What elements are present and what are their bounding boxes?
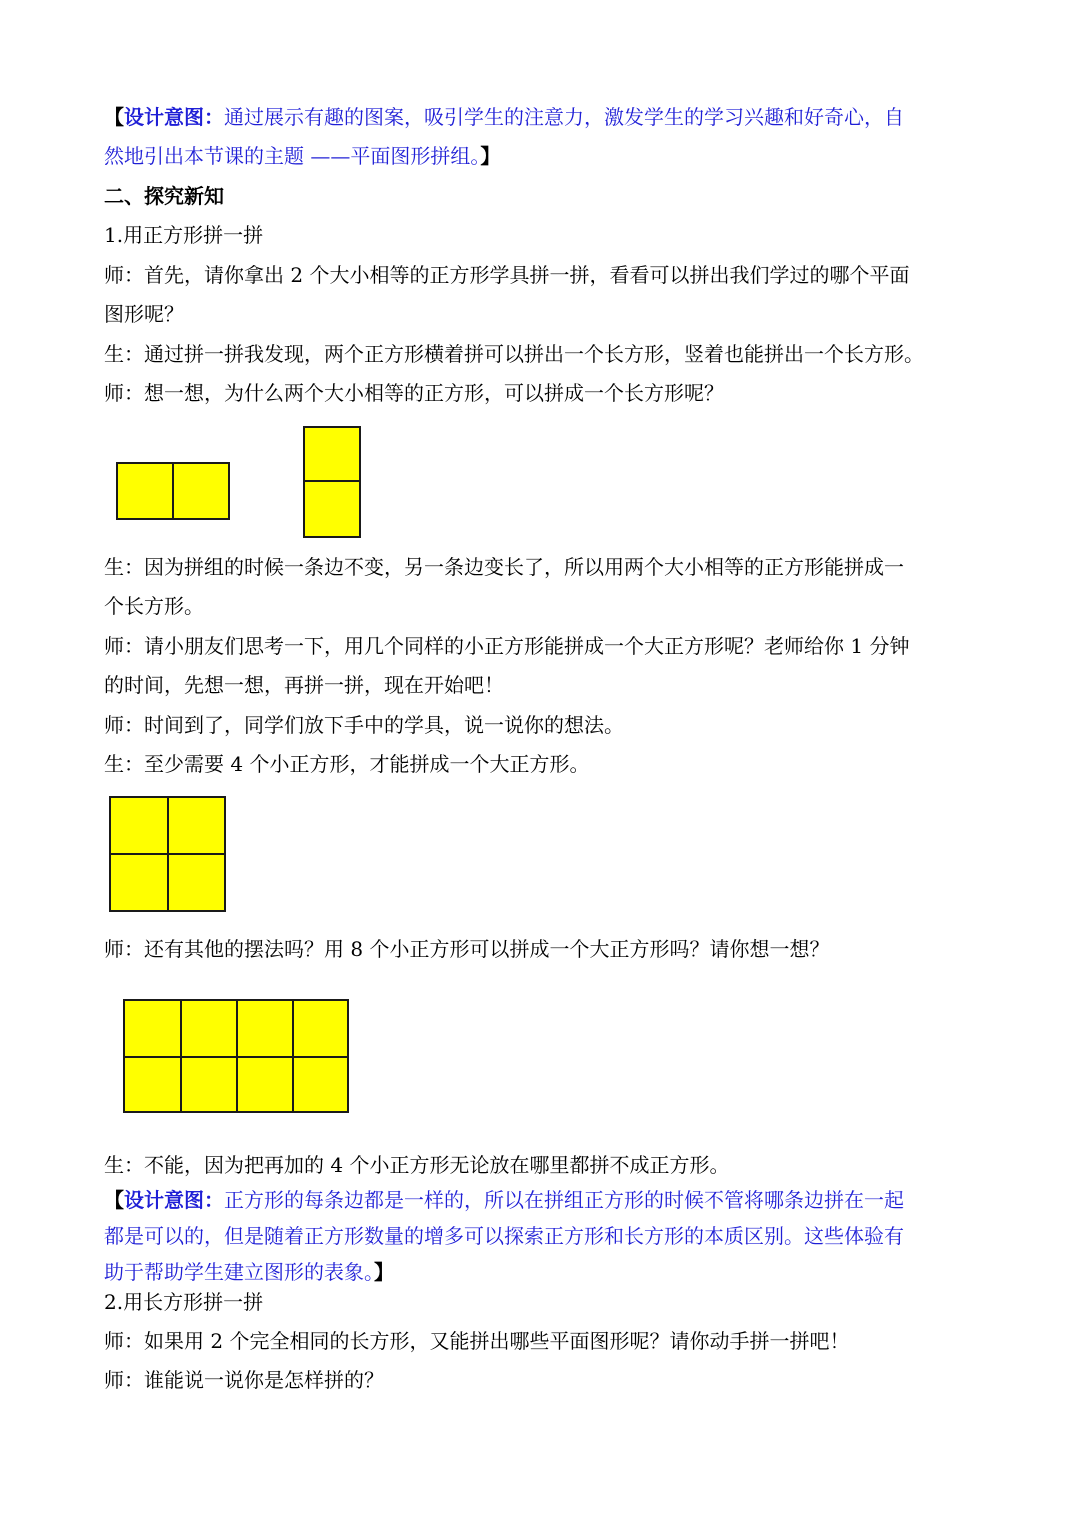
square <box>180 999 238 1058</box>
design-note-text: 都是可以的，但是随着正方形数量的增多可以探索正方形和长方形的本质区别。这些体验有 <box>104 1224 904 1248</box>
paragraph: 个长方形。 <box>104 594 204 618</box>
figure-eight-squares-grid <box>123 999 349 1113</box>
bracket-close: 】 <box>374 1260 394 1284</box>
square <box>167 853 226 912</box>
bracket-open: 【 <box>104 105 124 129</box>
square <box>123 999 182 1058</box>
paragraph: 生：因为拼组的时候一条边不变，另一条边变长了，所以用两个大小相等的正方形能拼成一 <box>104 555 904 579</box>
design-note-label: 设计意图： <box>124 1188 224 1212</box>
figure-two-squares-vertical <box>303 426 361 538</box>
square <box>172 462 230 520</box>
square <box>109 796 169 855</box>
paragraph: 生：不能，因为把再加的 4 个小正方形无论放在哪里都拼不成正方形。 <box>104 1153 730 1177</box>
paragraph: 图形呢？ <box>104 302 184 326</box>
square <box>292 999 349 1058</box>
square <box>236 1056 294 1113</box>
design-note-1-line-1 <box>104 99 984 135</box>
design-note-2-line-2 <box>104 1218 984 1254</box>
paragraph: 师：想一想，为什么两个大小相等的正方形，可以拼成一个长方形呢？ <box>104 381 724 405</box>
bracket-open: 【 <box>104 1188 124 1212</box>
square <box>303 480 361 538</box>
section-heading: 二、探究新知 <box>104 184 224 208</box>
paragraph: 师：时间到了，同学们放下手中的学具，说一说你的想法。 <box>104 713 624 737</box>
square <box>236 999 294 1058</box>
square <box>123 1056 182 1113</box>
design-note-text: 正方形的每条边都是一样的，所以在拼组正方形的时候不管将哪条边拼在一起 <box>224 1188 904 1212</box>
design-note-text: 通过展示有趣的图案，吸引学生的注意力，激发学生的学习兴趣和好奇心，自 <box>224 105 904 129</box>
design-note-2-line-1 <box>104 1182 984 1218</box>
square <box>303 426 361 482</box>
design-note-1-line-2 <box>104 138 984 174</box>
figure-two-squares-horizontal <box>116 462 230 520</box>
paragraph: 的时间，先想一想，再拼一拼，现在开始吧！ <box>104 673 504 697</box>
design-note-text: 然地引出本节课的主题 ——平面图形拼组。 <box>104 144 481 168</box>
paragraph: 生：通过拼一拼我发现，两个正方形横着拼可以拼出一个长方形，竖着也能拼出一个长方形。 <box>104 342 924 366</box>
paragraph: 生：至少需要 4 个小正方形，才能拼成一个大正方形。 <box>104 752 590 776</box>
square <box>167 796 226 855</box>
paragraph: 师：谁能说一说你是怎样拼的？ <box>104 1368 384 1392</box>
figure-four-squares-grid <box>109 796 226 912</box>
paragraph: 师：首先，请你拿出 2 个大小相等的正方形学具拼一拼，看看可以拼出我们学过的哪个平面 <box>104 263 910 287</box>
square <box>180 1056 238 1113</box>
subsection-heading-1: 1.用正方形拼一拼 <box>104 223 264 247</box>
paragraph: 师：请小朋友们思考一下，用几个同样的小正方形能拼成一个大正方形呢？老师给你 1 分钟 <box>104 634 910 658</box>
square <box>292 1056 349 1113</box>
subsection-heading-2: 2.用长方形拼一拼 <box>104 1290 264 1314</box>
paragraph: 师：还有其他的摆法吗？用 8 个小正方形可以拼成一个大正方形吗？请你想一想？ <box>104 937 830 961</box>
bracket-close: 】 <box>480 144 501 168</box>
design-note-text: 助于帮助学生建立图形的表象。 <box>104 1260 374 1284</box>
square <box>116 462 174 520</box>
design-note-label: 设计意图： <box>124 105 224 129</box>
square <box>109 853 169 912</box>
paragraph: 师：如果用 2 个完全相同的长方形，又能拼出哪些平面图形呢？请你动手拼一拼吧！ <box>104 1329 850 1353</box>
